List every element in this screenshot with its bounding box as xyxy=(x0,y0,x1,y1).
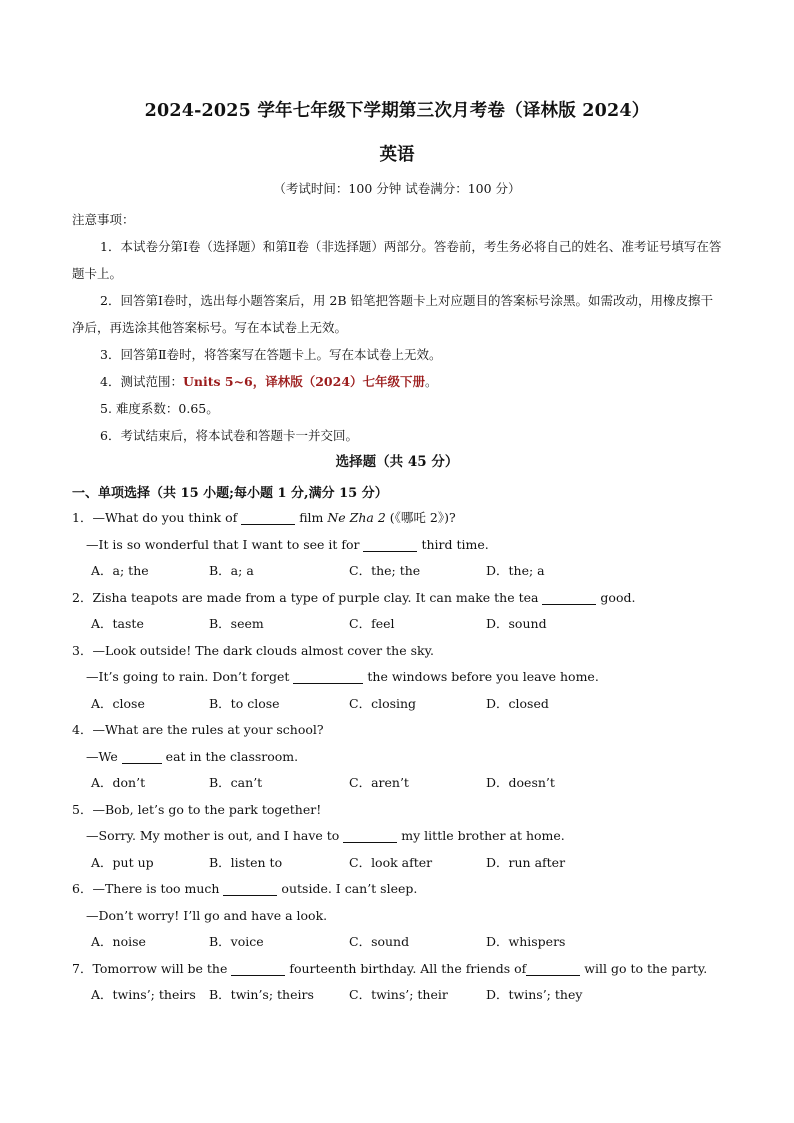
option-c[interactable]: C．sound xyxy=(349,934,410,949)
question-text: 2．Zisha teapots are made from a type of purple clay. It can make the tea xyxy=(72,589,543,605)
question-text: third time. xyxy=(417,536,489,552)
note-item-2: 2．回答第Ⅰ卷时，选出每小题答案后，用 2B 铅笔把答题卡上对应题目的答案标号涂黑。如需改动，用橡皮擦干净后，再选涂其他答案标号。写在本试卷上无效。 xyxy=(72,293,713,335)
option-b[interactable]: B．twin’s; theirs xyxy=(209,987,314,1002)
option-a[interactable]: A．twins’; theirs xyxy=(91,987,196,1002)
question-4-response xyxy=(72,744,722,771)
answer-blank xyxy=(542,590,596,605)
option-b[interactable]: B．voice xyxy=(209,934,264,949)
question-5: 5．—Bob, let’s go to the park together! xyxy=(72,801,322,817)
option-a[interactable]: A．noise xyxy=(91,934,146,949)
option-b[interactable]: B．seem xyxy=(209,616,264,631)
option-c[interactable]: C．feel xyxy=(349,616,395,631)
question-3-options xyxy=(72,691,722,718)
answer-blank xyxy=(241,510,295,525)
note-item-4-suffix: 。 xyxy=(425,374,438,389)
question-text: —We xyxy=(86,748,122,764)
question-7-options xyxy=(72,982,722,1009)
question-text: film xyxy=(295,510,328,525)
option-b[interactable]: B．listen to xyxy=(209,854,283,870)
option-d[interactable]: D．doesn’t xyxy=(486,775,555,790)
answer-blank xyxy=(343,828,397,843)
option-c[interactable]: C．the; the xyxy=(349,563,421,578)
option-b[interactable]: B．a; a xyxy=(209,563,254,578)
film-title: Ne Zha 2 xyxy=(327,510,386,525)
section-title: 选择题（共 45 分） xyxy=(335,454,459,470)
question-text: —Sorry. My mother is out, and I have to xyxy=(86,828,344,843)
question-3-response xyxy=(72,664,722,691)
question-7 xyxy=(72,956,722,983)
questions-list xyxy=(72,505,722,1009)
part-title: 一、单项选择（共 15 小题;每小题 1 分,满分 15 分） xyxy=(72,486,388,501)
option-c[interactable]: C．aren’t xyxy=(349,775,409,790)
question-4-options xyxy=(72,770,722,797)
question-3: 3．—Look outside! The dark clouds almost cover the sky. xyxy=(72,642,434,658)
question-text: fourteenth birthday. All the friends of xyxy=(285,960,527,976)
note-item-4-prefix: 4．测试范围： xyxy=(100,374,183,389)
option-c[interactable]: C．closing xyxy=(349,695,417,711)
answer-blank xyxy=(122,749,162,764)
subject-title: 英语 xyxy=(379,145,415,165)
question-text: will go to the party. xyxy=(580,960,708,976)
question-6 xyxy=(72,876,722,903)
option-a[interactable]: A．don’t xyxy=(91,775,146,790)
answer-blank xyxy=(223,881,277,896)
note-item-3: 3．回答第Ⅱ卷时，将答案写在答题卡上。写在本试卷上无效。 xyxy=(100,347,442,362)
question-1 xyxy=(72,505,722,532)
question-4: 4．—What are the rules at your school? xyxy=(72,722,324,737)
option-d[interactable]: D．run after xyxy=(486,854,566,870)
question-text: —It’s going to rain. Don’t forget xyxy=(86,669,294,684)
question-text: the windows before you leave home. xyxy=(363,669,599,684)
question-text: —It is so wonderful that I want to see it for xyxy=(86,536,364,552)
note-item-5: 5. 难度系数：0.65。 xyxy=(100,401,219,416)
question-text: 6．—There is too much xyxy=(72,881,224,896)
question-6-response: —Don’t worry! I’ll go and have a look. xyxy=(86,907,328,923)
question-5-response xyxy=(72,823,722,850)
question-5-options xyxy=(72,850,722,877)
option-b[interactable]: B．can’t xyxy=(209,775,263,790)
question-text: 1．—What do you think of xyxy=(72,510,242,525)
question-text: my little brother at home. xyxy=(397,828,565,843)
question-text: (《哪吒 2》)? xyxy=(385,510,456,525)
option-d[interactable]: D．closed xyxy=(486,695,549,711)
question-text: eat in the classroom. xyxy=(161,748,299,764)
question-2-options xyxy=(72,611,722,638)
notes-section xyxy=(72,206,722,449)
question-text: 7．Tomorrow will be the xyxy=(72,960,232,976)
option-d[interactable]: D．twins’; they xyxy=(486,987,583,1002)
answer-blank xyxy=(363,537,417,552)
answer-blank xyxy=(526,961,580,976)
question-1-options xyxy=(72,558,722,585)
option-a[interactable]: A．a; the xyxy=(91,563,149,578)
note-item-6: 6．考试结束后，将本试卷和答题卡一并交回。 xyxy=(100,428,358,443)
notes-heading: 注意事项： xyxy=(72,212,135,227)
question-text: outside. I can’t sleep. xyxy=(277,881,418,896)
exam-info: （考试时间：100 分钟 试卷满分：100 分） xyxy=(273,181,521,196)
question-6-options xyxy=(72,929,722,956)
question-1-response xyxy=(72,532,722,559)
answer-blank xyxy=(293,669,363,684)
option-c[interactable]: C．twins’; their xyxy=(349,987,448,1002)
option-a[interactable]: A．close xyxy=(91,695,145,711)
question-text: good. xyxy=(596,589,636,605)
test-range: Units 5~6，译林版（2024）七年级下册 xyxy=(182,374,426,389)
note-item-4 xyxy=(72,368,722,395)
option-a[interactable]: A．taste xyxy=(91,616,144,631)
option-d[interactable]: D．the; a xyxy=(486,563,545,578)
exam-title: 2024-2025 学年七年级下学期第三次月考卷（译林版 2024） xyxy=(144,101,650,121)
option-d[interactable]: D．whispers xyxy=(486,934,566,949)
option-d[interactable]: D．sound xyxy=(486,616,547,631)
question-2 xyxy=(72,585,722,612)
note-item-1: 1．本试卷分第Ⅰ卷（选择题）和第Ⅱ卷（非选择题）两部分。答卷前，考生务必将自己的姓名、准考证号填写在答题卡上。 xyxy=(72,239,722,281)
option-a[interactable]: A．put up xyxy=(91,854,154,870)
answer-blank xyxy=(231,961,285,976)
option-c[interactable]: C．look after xyxy=(349,854,433,870)
option-b[interactable]: B．to close xyxy=(209,695,280,711)
